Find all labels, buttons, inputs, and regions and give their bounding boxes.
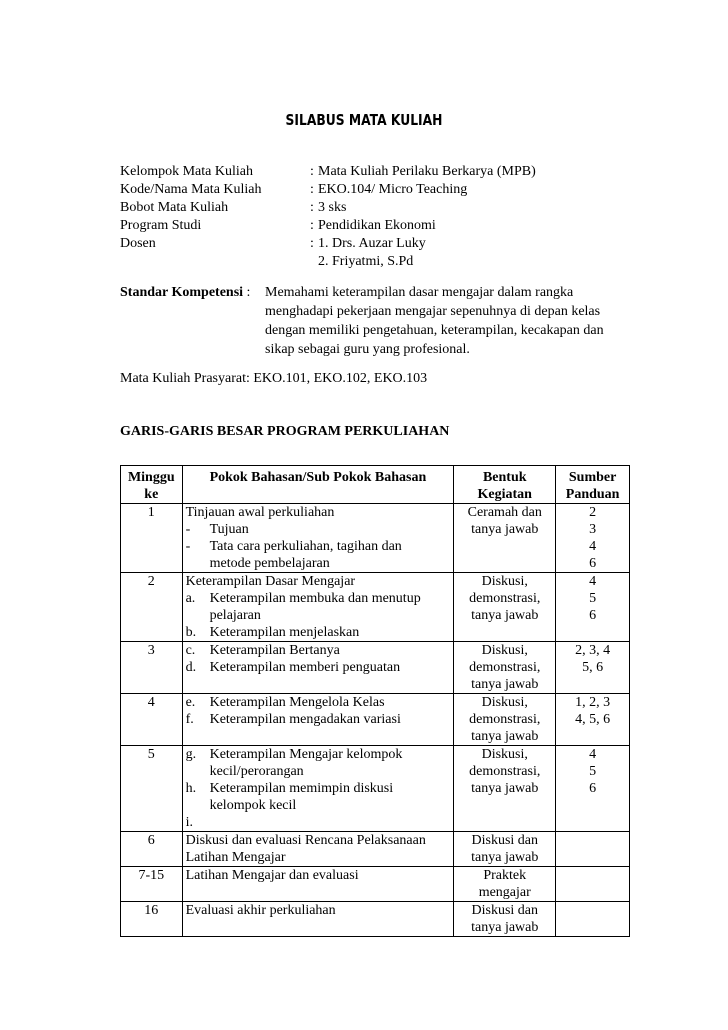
info-colon: : — [310, 182, 314, 197]
topic-item-line: pelajaran — [209, 608, 261, 623]
topic-item-line: Keterampilan menjelaskan — [209, 625, 360, 640]
info-value: 2. Friyatmi, S.Pd — [318, 254, 414, 269]
cell-topic — [182, 504, 454, 573]
header-week — [121, 466, 183, 504]
header-activity — [454, 466, 556, 504]
topic-item — [186, 746, 451, 780]
cell-activity — [454, 694, 556, 746]
reference-line: 6 — [589, 556, 597, 571]
info-row-dosen-2 — [120, 253, 640, 271]
topic-title: Evaluasi akhir perkuliahan — [185, 903, 336, 918]
activity-line: tanya jawab — [471, 677, 539, 692]
table-header-row — [121, 466, 630, 504]
activity-line: demonstrasi, — [469, 660, 541, 675]
reference-line: 4 — [589, 747, 597, 762]
topic-item — [186, 814, 451, 831]
standar-kompetensi-line: menghadapi pekerjaan mengajar sepenuhnya di depan kelas — [265, 304, 601, 319]
cell-activity — [454, 902, 556, 937]
info-row-prodi — [120, 217, 640, 235]
standar-kompetensi-label: Standar Kompetensi — [120, 285, 244, 300]
topic-item — [186, 642, 451, 659]
cell-activity — [454, 832, 556, 867]
program-table — [120, 465, 630, 937]
topic-item — [186, 590, 451, 624]
reference-line: 2, 3, 4 — [575, 643, 611, 658]
topic-item-marker: g. — [185, 747, 197, 762]
table-row — [121, 642, 630, 694]
reference-line: 4 — [589, 539, 597, 554]
table-row — [121, 694, 630, 746]
info-label: Program Studi — [120, 218, 202, 233]
header-reference — [556, 466, 630, 504]
topic-item — [186, 521, 451, 538]
activity-line: tanya jawab — [471, 920, 539, 935]
activity-line: Diskusi, — [481, 747, 528, 762]
topic-item-line: Keterampilan Bertanya — [209, 643, 340, 658]
topic-title: Latihan Mengajar dan evaluasi — [185, 868, 359, 883]
standar-kompetensi-separator: : — [243, 285, 251, 300]
activity-line: Diskusi, — [481, 695, 528, 710]
info-value: EKO.104/ Micro Teaching — [318, 182, 468, 197]
cell-week: 2 — [121, 573, 183, 642]
table-body — [121, 504, 630, 937]
cell-topic — [182, 573, 454, 642]
activity-line: tanya jawab — [471, 729, 539, 744]
standar-kompetensi-line: dengan memiliki pengetahuan, keterampilan, kecakapan dan — [265, 323, 604, 338]
topic-item-line: Keterampilan Mengajar kelompok — [209, 747, 403, 762]
table-row — [121, 573, 630, 642]
topic-item — [186, 659, 451, 676]
cell-week: 6 — [121, 832, 183, 867]
activity-line: tanya jawab — [471, 781, 539, 796]
activity-line: tanya jawab — [471, 608, 539, 623]
topic-item-line: kecil/perorangan — [209, 764, 304, 779]
cell-week: 7-15 — [121, 867, 183, 902]
info-value: Pendidikan Ekonomi — [318, 218, 436, 233]
topic-item-marker: i. — [185, 815, 193, 830]
header-activity-line: Bentuk — [482, 470, 527, 485]
table-row — [121, 832, 630, 867]
topic-item-marker: c. — [185, 643, 196, 658]
reference-line: 5 — [589, 764, 597, 779]
info-row-dosen — [120, 235, 640, 253]
topic-item-line: metode pembelajaran — [209, 556, 330, 571]
table-row — [121, 867, 630, 902]
topic-item-marker: b. — [185, 625, 197, 640]
topic-item — [186, 694, 451, 711]
activity-line: tanya jawab — [471, 522, 539, 537]
activity-line: Diskusi, — [481, 574, 528, 589]
info-label: Kode/Nama Mata Kuliah — [120, 182, 262, 197]
cell-week: 5 — [121, 746, 183, 832]
info-label: Bobot Mata Kuliah — [120, 200, 229, 215]
header-week-line: Minggu — [127, 470, 175, 485]
header-reference-line: Sumber — [568, 470, 617, 485]
activity-line: Diskusi dan — [471, 903, 538, 918]
header-week-line: ke — [144, 487, 159, 502]
info-value: 1. Drs. Auzar Luky — [318, 236, 426, 251]
standar-kompetensi-text — [265, 283, 635, 359]
table-row — [121, 504, 630, 573]
info-colon: : — [310, 164, 314, 179]
info-colon: : — [310, 200, 314, 215]
cell-topic — [182, 867, 454, 902]
cell-activity — [454, 746, 556, 832]
activity-line: tanya jawab — [471, 850, 539, 865]
activity-line: demonstrasi, — [469, 764, 541, 779]
info-label: Kelompok Mata Kuliah — [120, 164, 253, 179]
topic-title: Tinjauan awal perkuliahan — [185, 505, 335, 520]
header-topic: Pokok Bahasan/Sub Pokok Bahasan — [182, 466, 454, 504]
reference-line: 6 — [589, 781, 597, 796]
topic-item-marker: - — [185, 522, 191, 537]
reference-line: 1, 2, 3 — [575, 695, 611, 710]
reference-line: 5, 6 — [582, 660, 604, 675]
topic-item-line: kelompok kecil — [209, 798, 297, 813]
topic-item-marker: d. — [185, 660, 197, 675]
topic-item — [186, 780, 451, 814]
activity-line: Diskusi, — [481, 643, 528, 658]
cell-week: 4 — [121, 694, 183, 746]
topic-title: Diskusi dan evaluasi Rencana Pelaksanaan Latihan Mengajar — [185, 833, 426, 865]
topic-title: Keterampilan Dasar Mengajar — [185, 574, 356, 589]
info-label: Dosen — [120, 236, 156, 251]
cell-topic — [182, 746, 454, 832]
cell-reference — [556, 867, 630, 902]
topic-item-line: Tujuan — [209, 522, 249, 537]
topic-item — [186, 624, 451, 641]
activity-line: mengajar — [478, 885, 531, 900]
document-title: SILABUS MATA KULIAH — [285, 111, 443, 129]
cell-week: 16 — [121, 902, 183, 937]
standar-kompetensi-heading — [120, 283, 250, 302]
prasyarat: Mata Kuliah Prasyarat: EKO.101, EKO.102, EKO.103 — [120, 371, 428, 386]
course-info — [120, 163, 640, 271]
cell-topic — [182, 642, 454, 694]
cell-activity — [454, 867, 556, 902]
cell-activity — [454, 573, 556, 642]
cell-reference — [556, 902, 630, 937]
table-row — [121, 746, 630, 832]
topic-item-line: Keterampilan memimpin diskusi — [209, 781, 394, 796]
cell-week: 3 — [121, 642, 183, 694]
header-reference-line: Panduan — [565, 487, 620, 502]
cell-reference — [556, 746, 630, 832]
topic-item-marker: a. — [185, 591, 196, 606]
activity-line: Diskusi dan — [471, 833, 538, 848]
reference-line: 3 — [589, 522, 597, 537]
info-value: 3 sks — [318, 200, 347, 215]
topic-item-line: Keterampilan memberi penguatan — [209, 660, 401, 675]
topic-item-line: Keterampilan mengadakan variasi — [209, 712, 401, 727]
topic-item-line: Keterampilan membuka dan menutup — [209, 591, 421, 606]
info-colon: : — [310, 218, 314, 233]
topic-item-line: Keterampilan Mengelola Kelas — [209, 695, 385, 710]
cell-reference — [556, 694, 630, 746]
cell-reference — [556, 504, 630, 573]
standar-kompetensi-line: Memahami keterampilan dasar mengajar dalam rangka — [265, 285, 574, 300]
activity-line: demonstrasi, — [469, 591, 541, 606]
activity-line: demonstrasi, — [469, 712, 541, 727]
cell-week: 1 — [121, 504, 183, 573]
cell-topic — [182, 832, 454, 867]
cell-topic — [182, 694, 454, 746]
info-value: Mata Kuliah Perilaku Berkarya (MPB) — [318, 164, 536, 179]
header-activity-line: Kegiatan — [477, 487, 532, 502]
reference-line: 4 — [589, 574, 597, 589]
activity-line: Praktek — [483, 868, 527, 883]
reference-line: 6 — [589, 608, 597, 623]
cell-activity — [454, 504, 556, 573]
cell-topic — [182, 902, 454, 937]
info-row-kelompok — [120, 163, 640, 181]
topic-item — [186, 538, 451, 572]
reference-line: 4, 5, 6 — [575, 712, 611, 727]
table-row — [121, 902, 630, 937]
topic-item-marker: - — [185, 539, 191, 554]
reference-line: 2 — [589, 505, 597, 520]
cell-reference — [556, 642, 630, 694]
topic-item-marker: h. — [185, 781, 197, 796]
cell-activity — [454, 642, 556, 694]
info-row-kode — [120, 181, 640, 199]
info-row-bobot — [120, 199, 640, 217]
topic-item-line — [210, 814, 451, 831]
topic-item-marker: e. — [185, 695, 196, 710]
standar-kompetensi-line: sikap sebagai guru yang profesional. — [265, 342, 470, 357]
topic-item — [186, 711, 451, 728]
reference-line: 5 — [589, 591, 597, 606]
cell-reference — [556, 832, 630, 867]
topic-item-marker: f. — [185, 712, 194, 727]
activity-line: Ceramah dan — [467, 505, 542, 520]
section-title: GARIS-GARIS BESAR PROGRAM PERKULIAHAN — [120, 424, 450, 439]
topic-item-line: Tata cara perkuliahan, tagihan dan — [209, 539, 402, 554]
info-colon: : — [310, 236, 314, 251]
cell-reference — [556, 573, 630, 642]
